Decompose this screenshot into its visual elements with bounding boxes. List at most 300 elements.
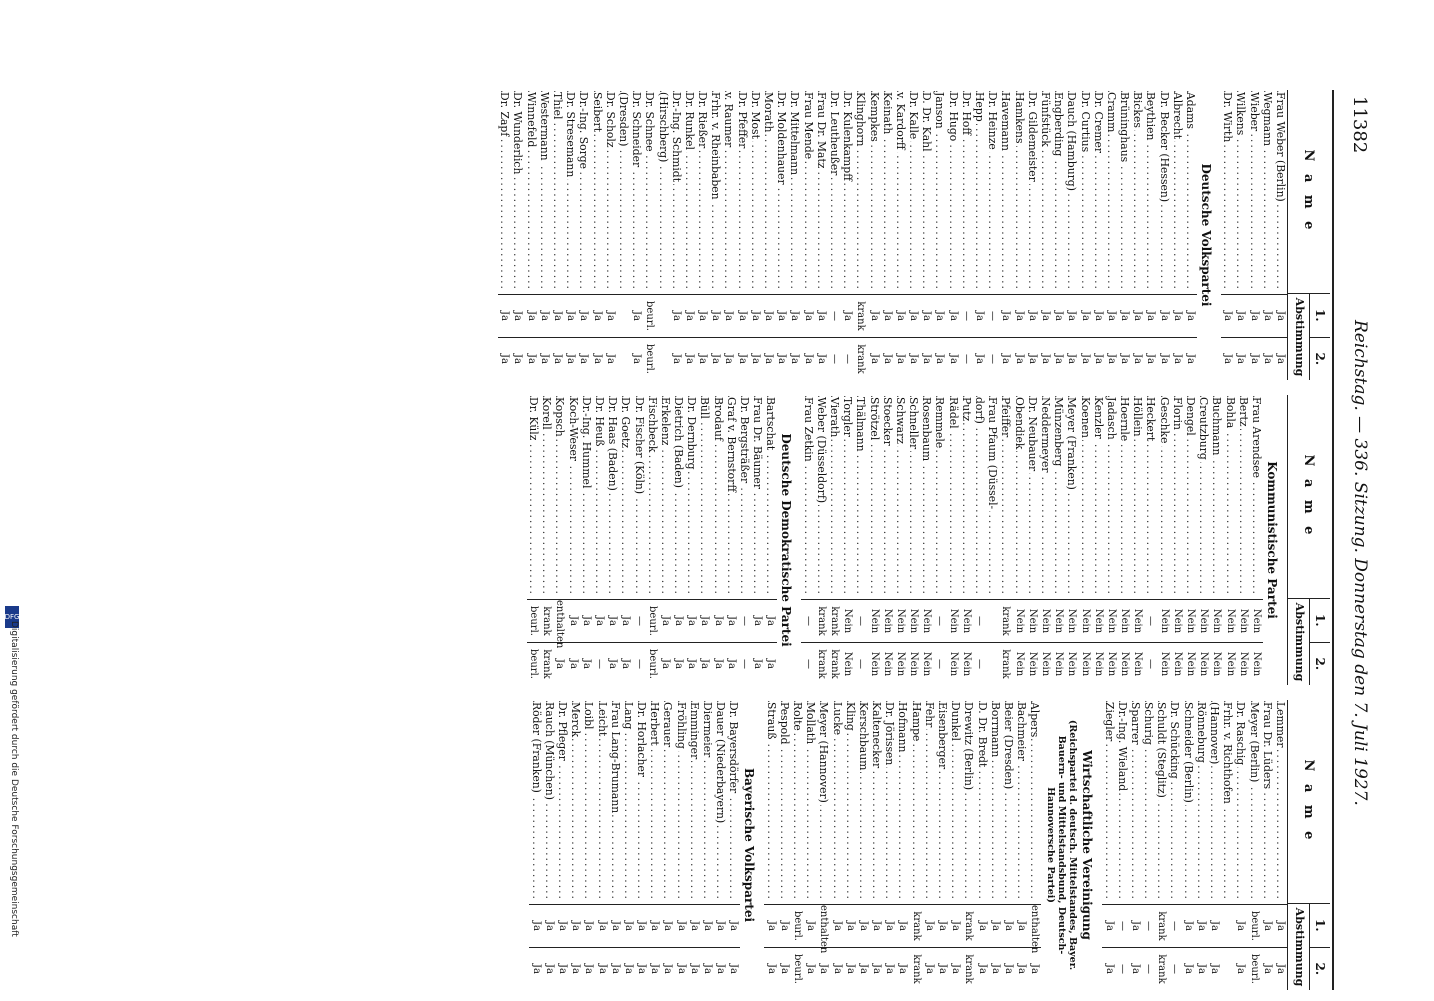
member-name-cell bbox=[622, 700, 635, 905]
vote-2: Ja bbox=[950, 964, 962, 974]
member-name-cell bbox=[1015, 700, 1028, 905]
member-name: Dr. Pfleger bbox=[556, 702, 569, 761]
member-name-cell bbox=[1131, 90, 1144, 295]
member-name: Hofmann bbox=[896, 702, 910, 753]
member-name: Dr. Zapf bbox=[498, 92, 512, 137]
vote-1: Nein bbox=[920, 600, 933, 643]
member-name: Meyer (Franken) bbox=[1065, 397, 1079, 490]
member-name: Kopsch bbox=[553, 397, 567, 437]
vote-2: Ja bbox=[776, 354, 788, 364]
member-row bbox=[844, 700, 857, 990]
member-name: Putz bbox=[959, 397, 973, 422]
member-name: Dr. Cremer bbox=[1091, 92, 1105, 154]
vote-1: Ja bbox=[973, 295, 986, 338]
vote-1: — bbox=[828, 295, 841, 338]
vote-1: beurl. bbox=[646, 600, 659, 643]
member-name: Dr. Goetz bbox=[619, 397, 633, 449]
vote-1: beurl. bbox=[643, 295, 656, 338]
vote-1: Ja bbox=[580, 600, 593, 643]
member-name-cell bbox=[727, 700, 740, 905]
member-name-cell bbox=[630, 90, 643, 295]
member-name: Buchmann bbox=[1210, 397, 1224, 456]
member-row bbox=[553, 395, 566, 685]
member-name: Schuldt (Steglitz) bbox=[1155, 702, 1169, 798]
member-name-cell bbox=[1223, 395, 1236, 600]
member-name: Alpers bbox=[1028, 702, 1042, 738]
member-name-cell bbox=[986, 395, 999, 600]
vote-2: Ja bbox=[649, 964, 661, 974]
member-name-cell bbox=[619, 395, 632, 600]
member-name-cell bbox=[1039, 90, 1052, 295]
member-row bbox=[1105, 90, 1118, 380]
vote-1: — bbox=[1168, 905, 1181, 948]
vote-1: Nein bbox=[1026, 600, 1039, 643]
vote-2: Ja bbox=[1248, 354, 1260, 364]
vote-2: Ja bbox=[937, 964, 949, 974]
member-row bbox=[1015, 700, 1028, 990]
vote-1-header: 1. bbox=[1310, 904, 1330, 948]
member-row bbox=[1118, 90, 1131, 380]
member-name: Herbert bbox=[648, 702, 662, 746]
member-row bbox=[540, 395, 553, 685]
member-name-cell bbox=[1274, 90, 1287, 295]
member-name-cell bbox=[564, 90, 577, 295]
vote-1: Ja bbox=[683, 295, 696, 338]
vote-1: Ja bbox=[498, 295, 511, 338]
member-row bbox=[696, 90, 709, 380]
vote-2: Ja bbox=[609, 964, 621, 974]
member-name: Brüninghaus bbox=[1118, 92, 1132, 163]
member-name: Dr. Raschig bbox=[1234, 702, 1248, 766]
member-name: Ziegler bbox=[1102, 702, 1116, 742]
member-row bbox=[701, 700, 714, 990]
vote-2: Nein bbox=[881, 651, 893, 677]
vote-2: Ja bbox=[1029, 964, 1041, 974]
member-row bbox=[920, 90, 933, 380]
vote-1: Ja bbox=[764, 600, 777, 643]
vote-1: Ja bbox=[870, 905, 883, 948]
vote-1: krank bbox=[910, 905, 923, 948]
member-name: Frau Mende bbox=[801, 92, 815, 160]
member-row bbox=[630, 90, 643, 380]
member-name-cell bbox=[910, 700, 923, 905]
member-row bbox=[764, 395, 777, 685]
member-name: Albrecht bbox=[1170, 92, 1184, 140]
member-row bbox=[1168, 700, 1181, 990]
vote-2: Nein bbox=[1132, 651, 1144, 677]
member-name: Cramm bbox=[1104, 92, 1118, 133]
vote-2-header: 2. bbox=[1313, 962, 1327, 976]
member-row bbox=[1131, 90, 1144, 380]
member-name: Winnefeld bbox=[524, 92, 538, 148]
vote-1: Ja bbox=[1195, 905, 1208, 948]
member-name: Dr. Pfeffer bbox=[735, 92, 749, 149]
member-name: Lang bbox=[621, 702, 635, 730]
vote-1: Nein bbox=[1158, 600, 1171, 643]
vote-2: Ja bbox=[567, 659, 579, 669]
vote-2: Nein bbox=[894, 651, 906, 677]
member-name-cell bbox=[1142, 700, 1155, 905]
member-name: Thälmann bbox=[854, 397, 868, 452]
vote-2: Ja bbox=[499, 354, 511, 364]
member-name-cell bbox=[1247, 700, 1260, 905]
vote-2: Ja bbox=[1105, 354, 1117, 364]
member-name: Dr. Jörissen bbox=[883, 702, 897, 766]
vote-2: Ja bbox=[815, 354, 827, 364]
member-row bbox=[894, 90, 907, 380]
member-row bbox=[815, 395, 828, 685]
member-row bbox=[883, 700, 896, 990]
party-heading: Deutsche Volkspartei bbox=[1199, 163, 1214, 307]
member-name: Engberding bbox=[1052, 92, 1066, 157]
abstimmung-header: Abstimmung bbox=[1293, 297, 1306, 377]
member-name-cell bbox=[999, 395, 1012, 600]
vote-1: Ja bbox=[670, 295, 683, 338]
vote-1: Nein bbox=[1105, 600, 1118, 643]
member-name: Thiel bbox=[551, 92, 565, 120]
vote-2: krank bbox=[815, 649, 827, 679]
member-name: Westermann bbox=[537, 92, 551, 161]
vote-2: Nein bbox=[1237, 651, 1249, 677]
member-name-cell bbox=[1078, 90, 1091, 295]
vote-1: Ja bbox=[1247, 295, 1260, 338]
member-name-cell bbox=[725, 395, 738, 600]
member-name: Dr. Dernburg bbox=[685, 397, 699, 470]
vote-2: Ja bbox=[765, 964, 777, 974]
vote-2: Ja bbox=[921, 354, 933, 364]
member-name-cell bbox=[712, 395, 725, 600]
member-name-cell bbox=[566, 395, 579, 600]
vote-2: krank bbox=[910, 954, 922, 984]
member-row bbox=[736, 90, 749, 380]
vote-2: Nein bbox=[1198, 651, 1210, 677]
member-name-cell bbox=[696, 90, 709, 295]
member-name-cell bbox=[540, 395, 553, 600]
member-name-cell bbox=[828, 395, 841, 600]
member-name: Brodauf bbox=[711, 397, 725, 441]
member-row bbox=[714, 700, 727, 990]
member-name: dorf) bbox=[973, 397, 987, 424]
member-name-cell bbox=[960, 90, 973, 295]
member-name: Strötzel bbox=[867, 397, 881, 441]
name-column-header: N a m e bbox=[1288, 395, 1330, 599]
member-name: Hoernle bbox=[1118, 397, 1132, 442]
vote-2: Ja bbox=[752, 659, 764, 669]
member-name: Stoecker bbox=[880, 397, 894, 446]
member-row bbox=[709, 90, 722, 380]
vote-1: enthalten bbox=[554, 600, 566, 649]
vote-2: Ja bbox=[554, 659, 566, 669]
member-name-cell bbox=[701, 700, 714, 905]
member-row bbox=[1158, 90, 1171, 380]
vote-1: Nein bbox=[1250, 600, 1263, 643]
member-name-cell bbox=[923, 700, 936, 905]
member-name: Hampe bbox=[909, 702, 923, 742]
vote-1: Ja bbox=[1144, 295, 1157, 338]
vote-2: Ja bbox=[552, 354, 564, 364]
vote-2: — bbox=[829, 354, 840, 364]
vote-2: Ja bbox=[723, 354, 735, 364]
member-row bbox=[688, 700, 701, 990]
member-name: Fehr bbox=[922, 702, 936, 728]
vote-1: Ja bbox=[1118, 295, 1131, 338]
member-name: Weber (Düsseldorf) bbox=[814, 397, 828, 504]
vote-2: Nein bbox=[1119, 651, 1131, 677]
member-row bbox=[1144, 90, 1157, 380]
vote-2: Ja bbox=[622, 964, 634, 974]
vote-2: Ja bbox=[620, 659, 632, 669]
member-name-cell bbox=[1274, 700, 1287, 905]
member-row bbox=[595, 700, 608, 990]
vote-1: Ja bbox=[999, 295, 1012, 338]
vote-1: Nein bbox=[1052, 600, 1065, 643]
member-row bbox=[632, 395, 645, 685]
vote-1: Nein bbox=[881, 600, 894, 643]
vote-2: Ja bbox=[802, 354, 814, 364]
vote-2: Ja bbox=[897, 964, 909, 974]
member-name-cell bbox=[841, 90, 854, 295]
vote-1-header: 1. bbox=[1310, 294, 1330, 338]
vote-1: Ja bbox=[920, 295, 933, 338]
member-row bbox=[999, 395, 1012, 685]
vote-1: Nein bbox=[907, 600, 920, 643]
member-name: Hamkens bbox=[1012, 92, 1026, 144]
vote-2: Ja bbox=[765, 659, 777, 669]
member-name-cell bbox=[907, 395, 920, 600]
member-row bbox=[1039, 395, 1052, 685]
vote-2: — bbox=[987, 354, 999, 364]
member-name: Frau Zetkin bbox=[801, 397, 815, 462]
member-name: Dr.-Ing. Sorge bbox=[577, 92, 591, 170]
vote-2: Nein bbox=[1211, 651, 1223, 677]
column-3 bbox=[130, 700, 1330, 990]
member-row bbox=[738, 395, 751, 685]
member-row bbox=[986, 395, 999, 685]
member-name: Dr. Schnee bbox=[643, 92, 657, 152]
member-name: Morath bbox=[762, 92, 776, 133]
member-row bbox=[791, 700, 804, 990]
vote-2: Nein bbox=[1224, 651, 1236, 677]
member-row bbox=[1261, 700, 1274, 990]
vote-1: enthalten bbox=[818, 905, 830, 954]
vote-2: Ja bbox=[715, 964, 727, 974]
vote-2: Nein bbox=[842, 651, 854, 677]
member-row bbox=[867, 90, 880, 380]
vote-1: Ja bbox=[896, 905, 909, 948]
vote-1: Ja bbox=[736, 295, 749, 338]
member-name: Bachmeier bbox=[1015, 702, 1029, 762]
member-row bbox=[986, 90, 999, 380]
vote-1: Nein bbox=[1039, 600, 1052, 643]
member-name-cell bbox=[894, 395, 907, 600]
vote-1 bbox=[617, 295, 630, 338]
member-name-cell bbox=[973, 90, 986, 295]
vote-1: Ja bbox=[635, 905, 648, 948]
vote-2: Nein bbox=[1079, 651, 1091, 677]
member-row bbox=[685, 395, 698, 685]
member-name: Dr. Schneider bbox=[630, 92, 644, 168]
member-name: Kempkes bbox=[867, 92, 881, 142]
vote-1: Nein bbox=[894, 600, 907, 643]
member-row bbox=[1155, 700, 1168, 990]
vote-2: Ja bbox=[1261, 964, 1273, 974]
member-name: Heckert bbox=[1144, 397, 1158, 442]
member-name-cell bbox=[643, 90, 656, 295]
member-row bbox=[1221, 90, 1234, 380]
vote-2: Ja bbox=[604, 354, 616, 364]
vote-1: Ja bbox=[804, 905, 817, 948]
vote-1: krank bbox=[854, 295, 867, 338]
member-row bbox=[659, 395, 672, 685]
member-row bbox=[764, 700, 777, 990]
member-name: Dr. Fischer (Köln) bbox=[632, 397, 646, 495]
member-name: Dauer (Niederbayern) bbox=[714, 702, 728, 824]
member-name: Dengel bbox=[1184, 397, 1198, 436]
member-row bbox=[525, 90, 538, 380]
vote-2-header: 2. bbox=[1313, 657, 1327, 671]
member-name-cell bbox=[815, 90, 828, 295]
member-row bbox=[1065, 90, 1078, 380]
vote-1: Ja bbox=[672, 600, 685, 643]
member-name-cell bbox=[609, 700, 622, 905]
member-name: Koenen bbox=[1078, 397, 1092, 438]
member-name-cell bbox=[1158, 90, 1171, 295]
vote-2: Ja bbox=[1235, 964, 1247, 974]
vote-2: Ja bbox=[763, 354, 775, 364]
vote-1: — bbox=[933, 600, 946, 643]
vote-2: Ja bbox=[1013, 354, 1025, 364]
member-name: Dr. Kulenkampff bbox=[841, 92, 855, 181]
member-name: Dr. Bayersdörfer bbox=[727, 702, 741, 794]
vote-2: krank bbox=[1000, 649, 1012, 679]
vote-2: Ja bbox=[1145, 354, 1157, 364]
member-name-cell bbox=[683, 90, 696, 295]
member-name-cell bbox=[804, 700, 817, 905]
vote-1: Ja bbox=[749, 295, 762, 338]
member-row bbox=[593, 395, 606, 685]
member-row bbox=[675, 700, 688, 990]
member-name-cell bbox=[947, 395, 960, 600]
vote-column-header bbox=[1288, 294, 1330, 380]
member-name-cell bbox=[1210, 395, 1223, 600]
vote-2: Ja bbox=[670, 354, 682, 364]
vote-1: Ja bbox=[1261, 905, 1274, 948]
member-row bbox=[749, 90, 762, 380]
table-header bbox=[1287, 90, 1330, 380]
member-row bbox=[1210, 395, 1223, 685]
member-row bbox=[881, 90, 894, 380]
member-row bbox=[566, 395, 579, 685]
vote-2: Ja bbox=[884, 964, 896, 974]
member-name-cell bbox=[999, 90, 1012, 295]
member-row bbox=[1171, 90, 1184, 380]
vote-column-header bbox=[1288, 904, 1330, 990]
member-row bbox=[933, 395, 946, 685]
vote-1: Ja bbox=[604, 295, 617, 338]
header-rule bbox=[1332, 90, 1334, 990]
member-row bbox=[1002, 700, 1015, 990]
vote-1: Ja bbox=[936, 905, 949, 948]
vote-2: Ja bbox=[831, 964, 843, 974]
member-name: Rädel bbox=[946, 397, 960, 429]
member-name: Frau Arendsee bbox=[1250, 397, 1263, 479]
member-name-cell bbox=[1197, 395, 1210, 600]
member-name: Dr. Becker (Hessen) bbox=[1157, 92, 1171, 203]
member-name-cell bbox=[1171, 90, 1184, 295]
vote-2: Ja bbox=[570, 964, 582, 974]
member-name-cell bbox=[659, 395, 672, 600]
vote-1: Nein bbox=[960, 600, 973, 643]
member-name-cell bbox=[1171, 395, 1184, 600]
member-name: v. Kardorff bbox=[893, 92, 907, 150]
member-row bbox=[622, 700, 635, 990]
member-name-cell bbox=[1184, 395, 1197, 600]
vote-2: Nein bbox=[1040, 651, 1051, 677]
vote-2: Ja bbox=[868, 354, 880, 364]
member-name: Geschke bbox=[1157, 397, 1171, 444]
vote-1: Ja bbox=[569, 905, 582, 948]
member-name-cell bbox=[1092, 395, 1105, 600]
member-row bbox=[1078, 395, 1091, 685]
member-name: Wilkens bbox=[1234, 92, 1248, 136]
vote-1: Ja bbox=[1131, 295, 1144, 338]
vote-1: Ja bbox=[590, 295, 603, 338]
member-row bbox=[870, 700, 883, 990]
vote-2: Ja bbox=[543, 964, 555, 974]
member-name-cell bbox=[1184, 90, 1197, 295]
vote-1: Ja bbox=[764, 905, 777, 948]
member-name: Bickes bbox=[1131, 92, 1145, 128]
vote-2: Ja bbox=[525, 354, 537, 364]
member-row bbox=[999, 90, 1012, 380]
member-row bbox=[801, 90, 814, 380]
member-row bbox=[1026, 90, 1039, 380]
member-row bbox=[582, 700, 595, 990]
vote-1 bbox=[986, 600, 999, 643]
vote-2: Nein bbox=[1105, 651, 1117, 677]
member-name-cell bbox=[709, 90, 722, 295]
member-row bbox=[725, 395, 738, 685]
member-row bbox=[527, 395, 540, 685]
vote-2: Ja bbox=[947, 354, 959, 364]
member-name-cell bbox=[569, 700, 582, 905]
member-name: Adams bbox=[1184, 92, 1198, 129]
member-row bbox=[1250, 395, 1263, 685]
member-name: Dr. Wirth bbox=[1221, 92, 1235, 143]
vote-1: krank bbox=[1155, 905, 1168, 948]
vote-1: Ja bbox=[675, 905, 688, 948]
member-name: Höllein bbox=[1131, 397, 1145, 437]
vote-1: Ja bbox=[1171, 295, 1184, 338]
vote-2: krank bbox=[541, 649, 553, 679]
member-row bbox=[973, 90, 986, 380]
member-name-cell bbox=[896, 700, 909, 905]
vote-2: Ja bbox=[923, 964, 935, 974]
member-name-cell bbox=[764, 395, 777, 600]
member-row bbox=[1142, 700, 1155, 990]
vote-1: Ja bbox=[881, 295, 894, 338]
member-name-cell bbox=[1102, 700, 1115, 905]
vote-1: Ja bbox=[622, 905, 635, 948]
member-row bbox=[881, 395, 894, 685]
member-name: Dr. Wunderlich bbox=[511, 92, 525, 175]
vote-1: Ja bbox=[841, 295, 854, 338]
vote-2: Ja bbox=[1275, 354, 1286, 364]
member-name-cell bbox=[1116, 700, 1129, 905]
member-row bbox=[801, 395, 814, 685]
vote-1: Ja bbox=[696, 295, 709, 338]
vote-1: Nein bbox=[841, 600, 854, 643]
